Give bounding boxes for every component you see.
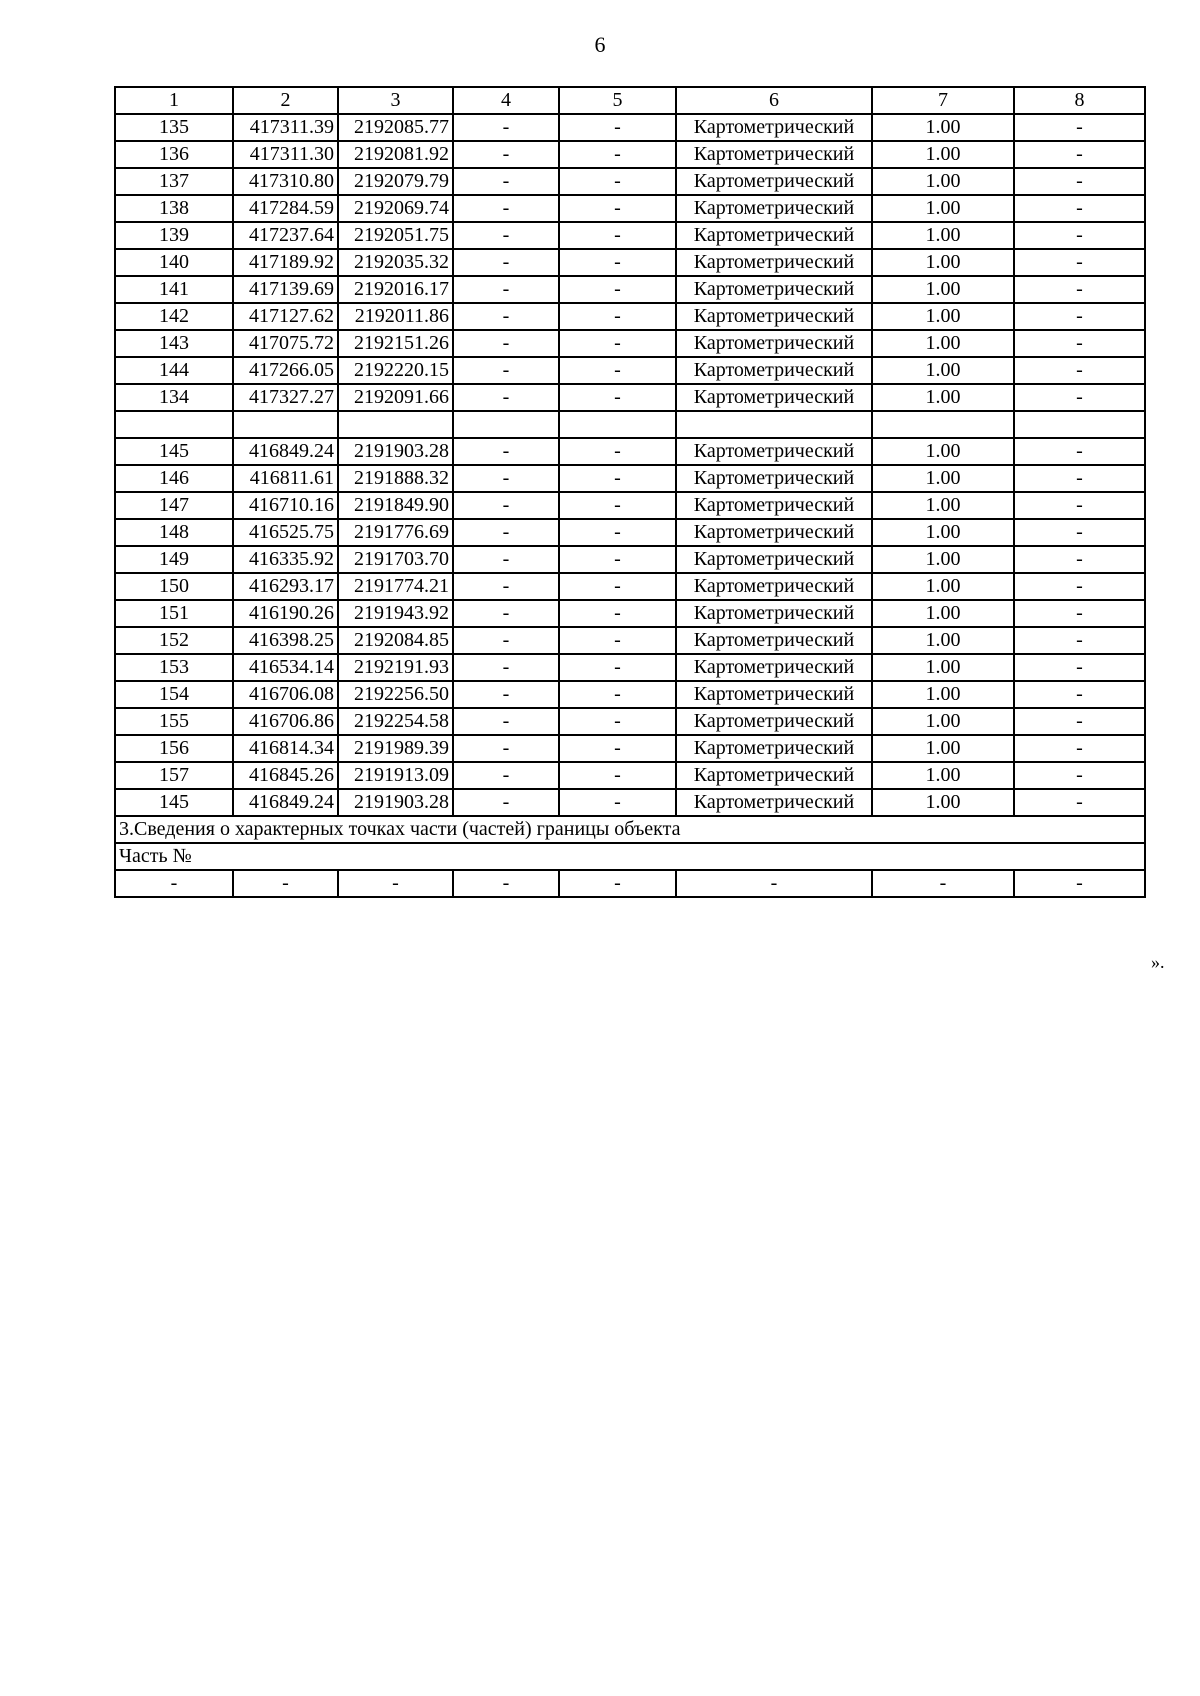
column-5-cell: -: [559, 627, 676, 654]
y-coordinate-cell: 2192011.86: [338, 303, 453, 330]
point-number-cell: 142: [115, 303, 233, 330]
y-coordinate-cell: 2191776.69: [338, 519, 453, 546]
separator-row: [115, 411, 1145, 438]
y-coordinate-cell: 2192256.50: [338, 681, 453, 708]
column-5-cell: -: [559, 762, 676, 789]
column-8-cell: -: [1014, 708, 1145, 735]
column-4-cell: -: [453, 708, 559, 735]
column-8-cell: -: [1014, 492, 1145, 519]
column-8-cell: -: [1014, 303, 1145, 330]
column-5-cell: -: [559, 438, 676, 465]
dash-cell: -: [233, 870, 338, 897]
table-row: [115, 465, 1145, 492]
point-number-cell: 147: [115, 492, 233, 519]
x-coordinate-cell: 416398.25: [233, 627, 338, 654]
x-coordinate-cell: 417189.92: [233, 249, 338, 276]
y-coordinate-cell: 2191943.92: [338, 600, 453, 627]
table-row: [115, 519, 1145, 546]
dash-cell: -: [453, 870, 559, 897]
column-8-cell: -: [1014, 519, 1145, 546]
column-8-cell: -: [1014, 600, 1145, 627]
table-row: [115, 249, 1145, 276]
method-cell: Картометрический: [676, 141, 872, 168]
method-cell: Картометрический: [676, 681, 872, 708]
point-number-cell: 137: [115, 168, 233, 195]
column-4-cell: -: [453, 762, 559, 789]
method-cell: Картометрический: [676, 546, 872, 573]
point-number-cell: 145: [115, 789, 233, 816]
method-cell: Картометрический: [676, 708, 872, 735]
column-4-cell: -: [453, 546, 559, 573]
column-4-cell: -: [453, 276, 559, 303]
column-8-cell: -: [1014, 681, 1145, 708]
table-row: [115, 384, 1145, 411]
x-coordinate-cell: 416293.17: [233, 573, 338, 600]
x-coordinate-cell: 416814.34: [233, 735, 338, 762]
column-8-cell: -: [1014, 762, 1145, 789]
closing-quote: ».: [1151, 952, 1165, 972]
y-coordinate-cell: 2191903.28: [338, 789, 453, 816]
point-number-cell: 154: [115, 681, 233, 708]
y-coordinate-cell: 2192254.58: [338, 708, 453, 735]
column-5-cell: -: [559, 519, 676, 546]
method-cell: Картометрический: [676, 114, 872, 141]
column-8-cell: -: [1014, 330, 1145, 357]
x-coordinate-cell: 417310.80: [233, 168, 338, 195]
table-row: [115, 303, 1145, 330]
x-coordinate-cell: 417127.62: [233, 303, 338, 330]
x-coordinate-cell: 416710.16: [233, 492, 338, 519]
method-cell: Картометрический: [676, 438, 872, 465]
table-row: [115, 330, 1145, 357]
column-5-cell: -: [559, 465, 676, 492]
accuracy-cell: 1.00: [872, 384, 1014, 411]
table-row: [115, 492, 1145, 519]
table-row: [115, 762, 1145, 789]
accuracy-cell: 1.00: [872, 519, 1014, 546]
accuracy-cell: 1.00: [872, 600, 1014, 627]
column-8-cell: -: [1014, 438, 1145, 465]
point-number-cell: 144: [115, 357, 233, 384]
part-number-label: Часть №: [115, 843, 1145, 870]
y-coordinate-cell: 2191903.28: [338, 438, 453, 465]
accuracy-cell: 1.00: [872, 114, 1014, 141]
column-8-cell: -: [1014, 573, 1145, 600]
y-coordinate-cell: 2191913.09: [338, 762, 453, 789]
method-cell: Картометрический: [676, 492, 872, 519]
y-coordinate-cell: 2192191.93: [338, 654, 453, 681]
column-5-cell: -: [559, 276, 676, 303]
y-coordinate-cell: 2191849.90: [338, 492, 453, 519]
dash-cell: -: [676, 870, 872, 897]
column-5-cell: -: [559, 141, 676, 168]
point-number-cell: 145: [115, 438, 233, 465]
y-coordinate-cell: 2192151.26: [338, 330, 453, 357]
column-4-cell: -: [453, 357, 559, 384]
x-coordinate-cell: 416335.92: [233, 546, 338, 573]
accuracy-cell: 1.00: [872, 789, 1014, 816]
column-5-cell: -: [559, 114, 676, 141]
x-coordinate-cell: 417075.72: [233, 330, 338, 357]
y-coordinate-cell: 2192069.74: [338, 195, 453, 222]
point-number-cell: 148: [115, 519, 233, 546]
dash-cell: -: [872, 870, 1014, 897]
column-5-cell: -: [559, 249, 676, 276]
y-coordinate-cell: 2192051.75: [338, 222, 453, 249]
point-number-cell: 143: [115, 330, 233, 357]
x-coordinate-cell: 417266.05: [233, 357, 338, 384]
column-number: 5: [559, 87, 676, 114]
y-coordinate-cell: 2192016.17: [338, 276, 453, 303]
column-4-cell: -: [453, 600, 559, 627]
column-8-cell: -: [1014, 168, 1145, 195]
accuracy-cell: 1.00: [872, 195, 1014, 222]
column-8-cell: -: [1014, 654, 1145, 681]
table-body: [115, 87, 1145, 897]
accuracy-cell: 1.00: [872, 276, 1014, 303]
column-8-cell: -: [1014, 357, 1145, 384]
column-5-cell: -: [559, 168, 676, 195]
column-5-cell: -: [559, 654, 676, 681]
y-coordinate-cell: 2192035.32: [338, 249, 453, 276]
column-number: 8: [1014, 87, 1145, 114]
accuracy-cell: 1.00: [872, 762, 1014, 789]
column-5-cell: -: [559, 546, 676, 573]
column-4-cell: -: [453, 330, 559, 357]
x-coordinate-cell: 416534.14: [233, 654, 338, 681]
x-coordinate-cell: 416525.75: [233, 519, 338, 546]
accuracy-cell: 1.00: [872, 168, 1014, 195]
method-cell: Картометрический: [676, 384, 872, 411]
accuracy-cell: 1.00: [872, 222, 1014, 249]
accuracy-cell: 1.00: [872, 303, 1014, 330]
point-number-cell: 152: [115, 627, 233, 654]
point-number-cell: 153: [115, 654, 233, 681]
table-row: [115, 141, 1145, 168]
column-4-cell: -: [453, 249, 559, 276]
column-number: 6: [676, 87, 872, 114]
column-5-cell: -: [559, 492, 676, 519]
y-coordinate-cell: 2192084.85: [338, 627, 453, 654]
point-number-cell: 134: [115, 384, 233, 411]
x-coordinate-cell: 416849.24: [233, 789, 338, 816]
method-cell: Картометрический: [676, 789, 872, 816]
accuracy-cell: 1.00: [872, 249, 1014, 276]
column-8-cell: -: [1014, 465, 1145, 492]
column-8-cell: -: [1014, 546, 1145, 573]
accuracy-cell: 1.00: [872, 141, 1014, 168]
accuracy-cell: 1.00: [872, 735, 1014, 762]
column-5-cell: -: [559, 735, 676, 762]
column-4-cell: -: [453, 384, 559, 411]
table-row: [115, 168, 1145, 195]
accuracy-cell: 1.00: [872, 546, 1014, 573]
method-cell: Картометрический: [676, 627, 872, 654]
column-4-cell: -: [453, 303, 559, 330]
y-coordinate-cell: 2192079.79: [338, 168, 453, 195]
section-title-row: [115, 816, 1145, 843]
dash-cell: -: [1014, 870, 1145, 897]
point-number-cell: 139: [115, 222, 233, 249]
column-5-cell: -: [559, 222, 676, 249]
column-4-cell: -: [453, 465, 559, 492]
empty-cell: [559, 411, 676, 438]
column-number: 3: [338, 87, 453, 114]
column-5-cell: -: [559, 357, 676, 384]
accuracy-cell: 1.00: [872, 438, 1014, 465]
table-row: [115, 735, 1145, 762]
column-4-cell: -: [453, 627, 559, 654]
point-number-cell: 135: [115, 114, 233, 141]
column-5-cell: -: [559, 303, 676, 330]
point-number-cell: 138: [115, 195, 233, 222]
dash-cell: -: [338, 870, 453, 897]
table-row: [115, 222, 1145, 249]
method-cell: Картометрический: [676, 222, 872, 249]
point-number-cell: 156: [115, 735, 233, 762]
section-3-title: 3.Сведения о характерных точках части (частей) границы объекта: [115, 816, 1145, 843]
accuracy-cell: 1.00: [872, 465, 1014, 492]
x-coordinate-cell: 416190.26: [233, 600, 338, 627]
y-coordinate-cell: 2191888.32: [338, 465, 453, 492]
empty-cell: [233, 411, 338, 438]
column-4-cell: -: [453, 573, 559, 600]
column-5-cell: -: [559, 708, 676, 735]
column-8-cell: -: [1014, 195, 1145, 222]
x-coordinate-cell: 417139.69: [233, 276, 338, 303]
accuracy-cell: 1.00: [872, 330, 1014, 357]
column-8-cell: -: [1014, 735, 1145, 762]
dash-cell: -: [559, 870, 676, 897]
point-number-cell: 140: [115, 249, 233, 276]
x-coordinate-cell: 417237.64: [233, 222, 338, 249]
column-4-cell: -: [453, 222, 559, 249]
point-number-cell: 146: [115, 465, 233, 492]
empty-cell: [115, 411, 233, 438]
accuracy-cell: 1.00: [872, 627, 1014, 654]
column-number: 7: [872, 87, 1014, 114]
empty-cell: [676, 411, 872, 438]
accuracy-cell: 1.00: [872, 708, 1014, 735]
table-row: [115, 627, 1145, 654]
accuracy-cell: 1.00: [872, 681, 1014, 708]
point-number-cell: 157: [115, 762, 233, 789]
empty-cell: [1014, 411, 1145, 438]
column-8-cell: -: [1014, 114, 1145, 141]
accuracy-cell: 1.00: [872, 654, 1014, 681]
y-coordinate-cell: 2192220.15: [338, 357, 453, 384]
table-row: [115, 708, 1145, 735]
column-4-cell: -: [453, 168, 559, 195]
point-number-cell: 149: [115, 546, 233, 573]
column-8-cell: -: [1014, 141, 1145, 168]
column-number: 1: [115, 87, 233, 114]
method-cell: Картометрический: [676, 168, 872, 195]
column-8-cell: -: [1014, 249, 1145, 276]
column-4-cell: -: [453, 141, 559, 168]
point-number-cell: 141: [115, 276, 233, 303]
column-4-cell: -: [453, 789, 559, 816]
column-4-cell: -: [453, 438, 559, 465]
method-cell: Картометрический: [676, 600, 872, 627]
method-cell: Картометрический: [676, 303, 872, 330]
y-coordinate-cell: 2192081.92: [338, 141, 453, 168]
point-number-cell: 155: [115, 708, 233, 735]
x-coordinate-cell: 417284.59: [233, 195, 338, 222]
column-4-cell: -: [453, 519, 559, 546]
page-number: 6: [594, 32, 606, 57]
point-number-cell: 136: [115, 141, 233, 168]
column-number: 2: [233, 87, 338, 114]
empty-cell: [338, 411, 453, 438]
column-5-cell: -: [559, 384, 676, 411]
table-row: [115, 789, 1145, 816]
column-8-cell: -: [1014, 222, 1145, 249]
method-cell: Картометрический: [676, 195, 872, 222]
x-coordinate-cell: 416845.26: [233, 762, 338, 789]
table-row: [115, 573, 1145, 600]
x-coordinate-cell: 416811.61: [233, 465, 338, 492]
column-4-cell: -: [453, 492, 559, 519]
table-row: [115, 681, 1145, 708]
x-coordinate-cell: 416849.24: [233, 438, 338, 465]
column-8-cell: -: [1014, 789, 1145, 816]
method-cell: Картометрический: [676, 276, 872, 303]
table-row: [115, 546, 1145, 573]
column-5-cell: -: [559, 600, 676, 627]
column-8-cell: -: [1014, 384, 1145, 411]
method-cell: Картометрический: [676, 573, 872, 600]
table-row: [115, 438, 1145, 465]
method-cell: Картометрический: [676, 249, 872, 276]
part-label-row: [115, 843, 1145, 870]
method-cell: Картометрический: [676, 762, 872, 789]
method-cell: Картометрический: [676, 357, 872, 384]
table-row: [115, 276, 1145, 303]
y-coordinate-cell: 2192091.66: [338, 384, 453, 411]
x-coordinate-cell: 417311.39: [233, 114, 338, 141]
column-5-cell: -: [559, 681, 676, 708]
table-row: [115, 654, 1145, 681]
method-cell: Картометрический: [676, 330, 872, 357]
accuracy-cell: 1.00: [872, 357, 1014, 384]
accuracy-cell: 1.00: [872, 573, 1014, 600]
column-number-row: [115, 87, 1145, 114]
empty-part-row: [115, 870, 1145, 897]
y-coordinate-cell: 2191703.70: [338, 546, 453, 573]
column-8-cell: -: [1014, 627, 1145, 654]
x-coordinate-cell: 417327.27: [233, 384, 338, 411]
column-5-cell: -: [559, 789, 676, 816]
column-number: 4: [453, 87, 559, 114]
column-5-cell: -: [559, 195, 676, 222]
column-5-cell: -: [559, 573, 676, 600]
table-row: [115, 114, 1145, 141]
method-cell: Картометрический: [676, 519, 872, 546]
column-4-cell: -: [453, 114, 559, 141]
column-4-cell: -: [453, 681, 559, 708]
empty-cell: [453, 411, 559, 438]
point-number-cell: 150: [115, 573, 233, 600]
column-5-cell: -: [559, 330, 676, 357]
column-4-cell: -: [453, 654, 559, 681]
point-number-cell: 151: [115, 600, 233, 627]
x-coordinate-cell: 417311.30: [233, 141, 338, 168]
x-coordinate-cell: 416706.08: [233, 681, 338, 708]
method-cell: Картометрический: [676, 465, 872, 492]
accuracy-cell: 1.00: [872, 492, 1014, 519]
column-4-cell: -: [453, 735, 559, 762]
dash-cell: -: [115, 870, 233, 897]
column-8-cell: -: [1014, 276, 1145, 303]
table-row: [115, 600, 1145, 627]
column-4-cell: -: [453, 195, 559, 222]
boundary-points-table: [114, 86, 1146, 898]
empty-cell: [872, 411, 1014, 438]
table-row: [115, 357, 1145, 384]
y-coordinate-cell: 2191989.39: [338, 735, 453, 762]
y-coordinate-cell: 2191774.21: [338, 573, 453, 600]
x-coordinate-cell: 416706.86: [233, 708, 338, 735]
method-cell: Картометрический: [676, 654, 872, 681]
table-row: [115, 195, 1145, 222]
method-cell: Картометрический: [676, 735, 872, 762]
y-coordinate-cell: 2192085.77: [338, 114, 453, 141]
